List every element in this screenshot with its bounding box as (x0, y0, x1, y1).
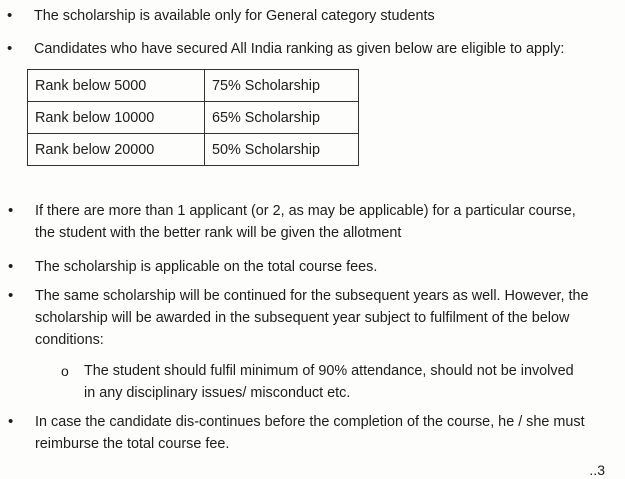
sub-bullet-text-line: The student should fulfil minimum of 90% attendance, should not be involved (84, 363, 574, 379)
bullet-marker: • (8, 287, 14, 304)
table-cell-scholarship: 75% Scholarship (205, 70, 359, 102)
bullet-item (8, 256, 378, 278)
table-row (28, 70, 359, 102)
table-row (28, 134, 359, 166)
page-number: ..3 (589, 462, 605, 478)
bullet-text-line: the student with the better rank will be given the allotment (35, 225, 402, 241)
bullet-marker: • (8, 202, 14, 219)
bullet-item (8, 200, 576, 244)
table-cell-rank: Rank below 5000 (28, 70, 205, 102)
sub-bullet-marker: o (61, 363, 69, 379)
bullet-text-line: In case the candidate dis-continues before the completion of the course, he / she must (35, 414, 585, 430)
bullet-marker: • (8, 413, 14, 430)
bullet-text-line: conditions: (35, 332, 104, 348)
bullet-marker: • (8, 258, 14, 275)
bullet-text-line: scholarship will be awarded in the subsequent year subject to fulfilment of the below (35, 310, 570, 326)
bullet-text-line: If there are more than 1 applicant (or 2, as may be applicable) for a particular course, (35, 203, 576, 219)
bullet-marker: • (7, 40, 13, 57)
bullet-item (7, 38, 565, 60)
bullet-text: Candidates who have secured All India ranking as given below are eligible to apply: (34, 41, 565, 57)
table-cell-rank: Rank below 10000 (28, 102, 205, 134)
table-cell-scholarship: 50% Scholarship (205, 134, 359, 166)
table-cell-rank: Rank below 20000 (28, 134, 205, 166)
bullet-item (8, 285, 589, 351)
bullet-text-line: The same scholarship will be continued for the subsequent years as well. However, the (35, 288, 589, 304)
sub-bullet-item (61, 360, 574, 404)
bullet-text: The scholarship is available only for General category students (34, 8, 435, 24)
bullet-item (7, 5, 435, 27)
bullet-item (8, 411, 585, 455)
bullet-text-line: reimburse the total course fee. (35, 436, 230, 452)
sub-bullet-text-line: in any disciplinary issues/ misconduct etc. (84, 385, 351, 401)
bullet-marker: • (7, 7, 13, 24)
bullet-text: The scholarship is applicable on the total course fees. (35, 259, 378, 275)
rank-scholarship-table (27, 69, 359, 166)
table-row (28, 102, 359, 134)
table-cell-scholarship: 65% Scholarship (205, 102, 359, 134)
